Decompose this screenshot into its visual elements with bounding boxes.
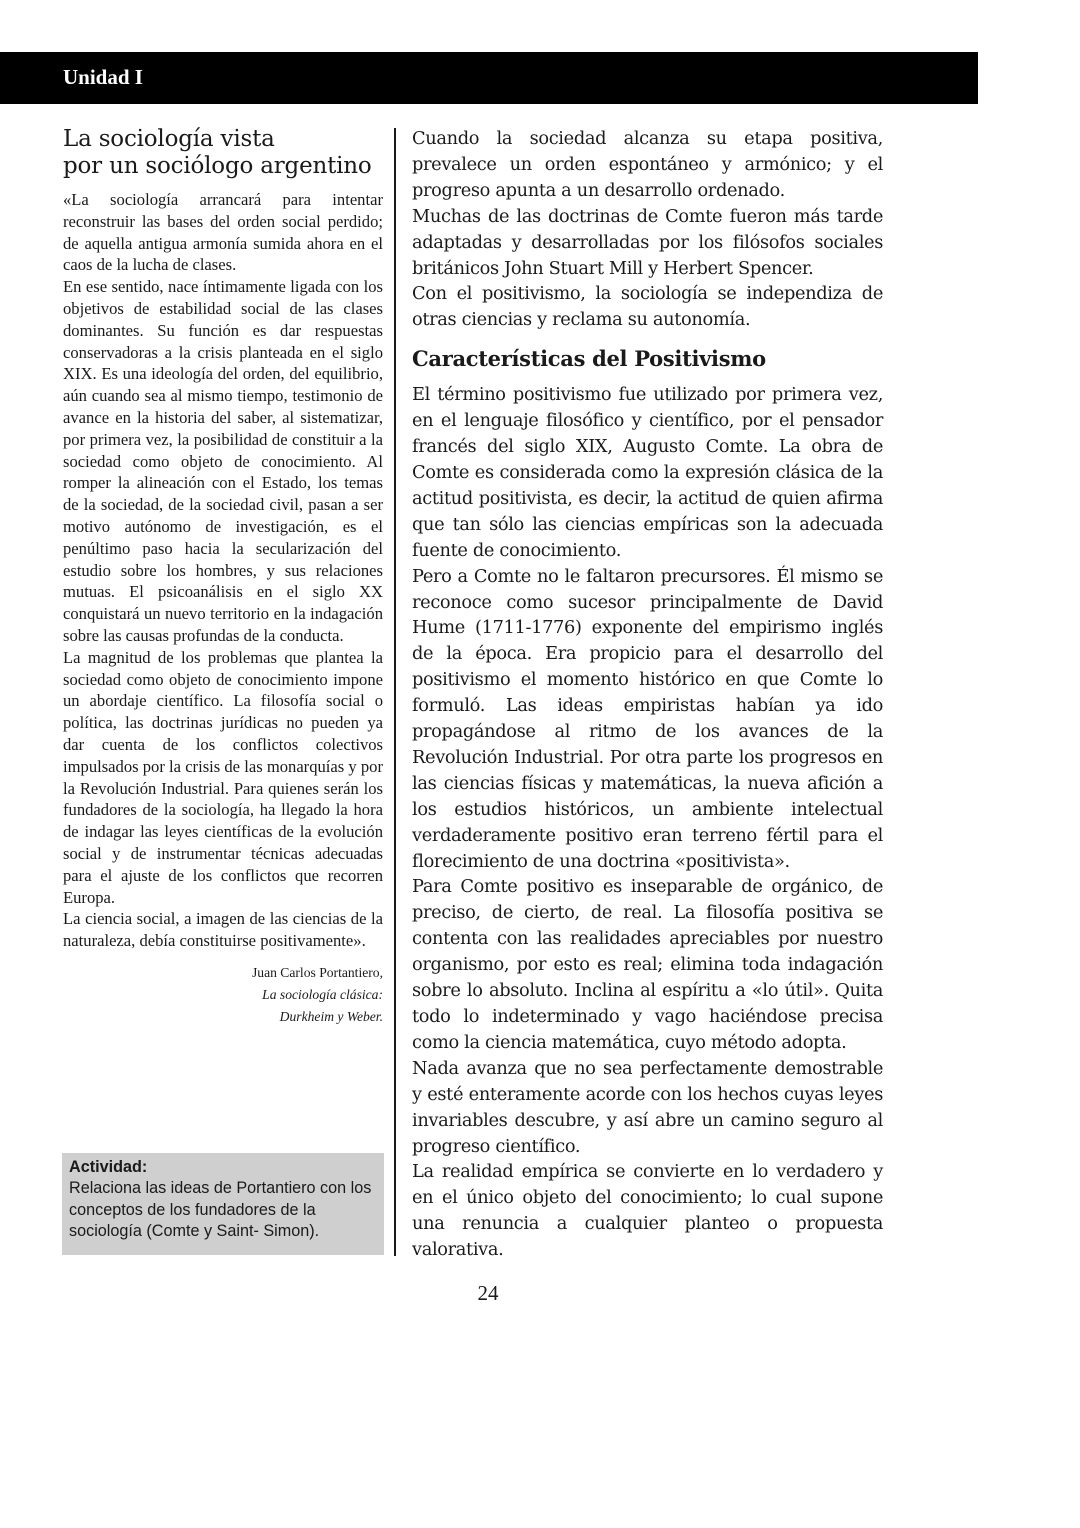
body-paragraph: Muchas de las doctrinas de Comte fueron más tarde adaptadas y desarrolladas por los filósofos sociales británicos John Stuart Mill y Herbert Spencer. (412, 205, 883, 279)
activity-text: Relaciona las ideas de Portantiero con los conceptos de los fundadores de la sociología (Comte y Saint- Simon). (69, 1179, 372, 1241)
body-paragraph: La realidad empírica se convierte en lo verdadero y en el único objeto del conocimiento; lo cual supone una renuncia a cualquier planteo o propuesta valorativa. (412, 1161, 883, 1261)
quote-paragraph: La ciencia social, a imagen de las ciencias de la naturaleza, debía constituirse positivamente». (63, 909, 383, 951)
citation-book-title: La sociología clásica: (262, 986, 383, 1002)
quote-citation (63, 962, 383, 1028)
body-paragraph: Con el positivismo, la sociología se independiza de otras ciencias y reclama su autonomía. (412, 283, 883, 331)
sidebar-title-line1: La sociología vista (63, 126, 275, 152)
quote-paragraph: En ese sentido, nace íntimamente ligada con los objetivos de estabilidad social de las clases dominantes. Su función es dar respuestas conservadoras a la crisis planteada en el siglo XIX. Es una ideología del orden, del equilibrio, aún cuando sea al mismo tiempo, testimonio de avance en la historia del saber, al sistematizar, por primera vez, la posibilidad de constituir a la sociedad como objeto de conocimiento. Al romper la alineación con el Estado, los temas de la sociedad, de la sociedad civil, pasan a ser motivo autónomo de investigación, es el penúltimo paso hacia la secularización del estudio sobre los hombres, y sus relaciones mutuas. El psicoanálisis en el siglo XX conquistará un nuevo territorio en la indagación sobre las causas profundas de la conducta. (63, 277, 383, 645)
sidebar-column (63, 126, 383, 1028)
body-paragraph: El término positivismo fue utilizado por primera vez, en el lenguaje filosófico y científico, por el pensador francés del siglo XIX, Augusto Comte. La obra de Comte es considerada como la expresión clásica de la actitud positivista, es decir, la actitud de quien afirma que tan sólo las ciencias empíricas son la adecuada fuente de conocimiento. (412, 384, 883, 561)
activity-box (62, 1153, 384, 1255)
main-column (412, 126, 883, 1263)
page-number: 24 (477, 1281, 499, 1305)
sidebar-title-line2: por un sociólogo argentino (63, 153, 372, 179)
unit-label: Unidad I (63, 65, 143, 89)
citation-author: Juan Carlos Portantiero, (251, 964, 383, 980)
quote-paragraph: «La sociología arrancará para intentar reconstruir las bases del orden social perdido; de aquella antigua armonía sumida ahora en el caos de la lucha de clases. (63, 190, 383, 275)
activity-title: Actividad: (69, 1158, 148, 1176)
column-divider (394, 128, 396, 1256)
quote-paragraph: La magnitud de los problemas que plantea la sociedad como objeto de conocimiento impone un abordaje científico. La filosofía social o política, las doctrinas jurídicas no pueden ya dar cuenta de los conflictos colectivos impulsados por la crisis de las monarquías y por la Revolución Industrial. Para quienes serán los fundadores de la sociología, ha llegado la hora de indagar las leyes científicas de la evolución social y de instrumentar técnicas adecuadas para el ajuste de los conflictos que recorren Europa. (63, 647, 383, 907)
body-paragraph: Cuando la sociedad alcanza su etapa positiva, prevalece un orden espontáneo y armónico; y el progreso apunta a un desarrollo ordenado. (412, 128, 883, 201)
citation-book-subtitle: Durkheim y Weber. (279, 1008, 383, 1024)
section-heading: Características del Positivismo (412, 346, 766, 372)
body-paragraph: Nada avanza que no sea perfectamente demostrable y esté enteramente acorde con los hechos cuyas leyes invariables descubre, y así abre un camino seguro al progreso científico. (412, 1057, 883, 1157)
sidebar-title (63, 126, 383, 180)
body-paragraph: Para Comte positivo es inseparable de orgánico, de preciso, de cierto, de real. La filosofía positiva se contenta con las realidades apreciables por nuestro organismo, por esto es real; elimina toda indagación sobre lo absoluto. Inclina al espíritu a «lo útil». Quita todo lo indeterminado y vago haciéndose precisa como la ciencia matemática, cuyo método adopta. (412, 876, 883, 1053)
unit-header-bar (0, 52, 978, 104)
body-paragraph: Pero a Comte no le faltaron precursores. Él mismo se reconoce como sucesor principalmente de David Hume (1711-1776) exponente del empirismo inglés de la época. Era propicio para el desarrollo del positivismo el momento histórico en que Comte lo formuló. Las ideas empiristas habían ya ido propagándose al ritmo de los avances de la Revolución Industrial. Por otra parte los progresos en las ciencias físicas y matemáticas, la nueva afición a los estudios históricos, un ambiente intelectual verdaderamente positivo eran terreno fértil para el florecimiento de una doctrina «positivista». (412, 565, 883, 872)
portantiero-quote (63, 189, 383, 952)
